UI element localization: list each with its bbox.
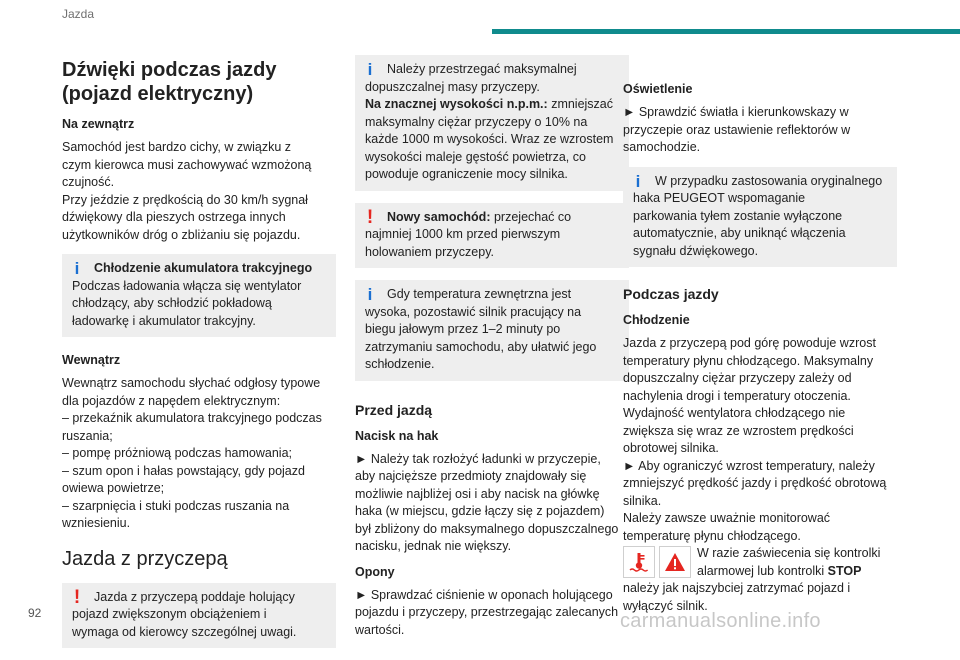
header-accent-bar [492,29,960,34]
info-icon: i [367,285,373,304]
while-driving-heading: Podczas jazdy [623,286,719,302]
warning-icon: ! [366,206,374,228]
inside-paragraph: Wewnątrz samochodu słychać odgłosy typowe dla pojazdów z napędem elektrycznym: – przekaźnik akumulatora trakcyjnego podczas ruszania; – pompę próżniową podczas hamowania; – szum opon i hałas powstający, gdy pojazd owiewa powietrze; – szarpnięcia i stuki podczas ruszania na wzniesieniu. [62,376,322,530]
tyres-paragraph: ► Sprawdzać ciśnienie w oponach holującego pojazdu i przyczepy, przestrzegając zalecanych wartości. [355,587,619,637]
stop-label: STOP [827,563,862,578]
column-3 [623,80,897,615]
section-title-sounds [62,58,336,106]
before-driving-heading: Przed jazdą [355,401,433,418]
cooling-heading: Chłodzenie [623,313,690,327]
info-box-battery-cooling: i Chłodzenie akumulatora trakcyjnego Podczas ładowania włącza się wentylator chłodzący, aby schłodzić pokładową ładowarkę i akumulator trakcyjny. [62,254,336,337]
alert-triangle-icon [659,546,691,578]
info-box-high-temperature: i Gdy temperatura zewnętrzna jest wysoka, pozostawić silnik pracujący na biegu jałowym przez 1–2 minuty po zatrzymaniu samochodu, aby ułatwić jego schłodzenie. [355,280,629,381]
running-header: Jazda [62,7,95,21]
lighting-paragraph: ► Sprawdzić światła i kierunkowskazy w przyczepie oraz ustawienie reflektorów w samochodzie. [623,105,851,154]
warning-box-towing: ! Jazda z przyczepą poddaje holujący pojazd zwiększonym obciążeniem i wymaga od kierowcy szczególnej uwagi. [62,583,336,649]
warning-box-new-car: ! Nowy samochód: przejechać co najmniej 1000 km przed pierwszym holowaniem przyczepy. [355,203,629,269]
title-line-2: (pojazd elektryczny) [62,83,254,105]
coolant-temperature-warning-icon [623,546,655,578]
hitch-load-paragraph: ► Należy tak rozłożyć ładunki w przyczepie, aby najcięższe przedmioty znajdowały się możliwie najbliżej osi i aby nacisk na główkę haka (w miejscu, gdzie łączy się z pojazdem) był zbliżony do maksymalnego dopuszczalnego nacisku, jednak nie większy. [355,451,619,553]
new-car-label: Nowy samochód: [387,209,491,224]
column-2 [355,55,629,639]
tyres-heading: Opony [355,564,395,579]
outside-paragraph: Samochód jest bardzo cichy, w związku z czym kierowca musi zachowywać wzmożoną czujność. Przy jeździe z prędkością do 30 km/h sygnał dźwiękowy dla pieszych ostrzega innych użytkowników dróg o zbliżaniu się pojazdu. [62,140,312,242]
info-box-title: Chłodzenie akumulatora trakcyjnego [94,261,313,275]
title-line-1: Dźwięki podczas jazdy [62,59,277,81]
page-number: 92 [28,606,42,620]
hitch-load-heading: Nacisk na hak [355,428,439,443]
info-box-trailer-weight: i Należy przestrzegać maksymalnej dopuszczalnej masy przyczepy. Na znacznej wysokości n.p.m.: zmniejszać maksymalny ciężar przyczepy o 10% na każde 1000 m wysokości. Wraz ze wzrostem wysokości maleje gęstość powietrza, co powoduje ograniczenie mocy silnika. [355,55,629,191]
cooling-paragraph: Jazda z przyczepą pod górę powoduje wzrost temperatury płynu chłodzącego. Maksymalny dopuszczalny ciężar przyczepy zależy od nachylenia drogi i temperatury otoczenia. Wydajność wentylatora chłodzącego nie zwiększa się wraz ze wzrostem prędkości obrotowej silnika. ► Aby ograniczyć wzrost temperatury, należy zmniejszyć prędkość jazdy i prędkość obrotową silnika. Należy zawsze uważnie monitorować temperaturę płynu chłodzącego. [623,336,887,543]
indicator-icons [623,546,691,578]
inside-heading: Wewnątrz [62,353,121,367]
column-1 [62,55,336,660]
info-box-peugeot-hitch: i W przypadku zastosowania oryginalnego haka PEUGEOT wspomaganie parkowania tyłem zostanie wyłączone automatycznie, aby uniknąć włączenia sygnału dźwiękowego. [623,167,897,268]
warning-lamp-paragraph: W razie zaświecenia się kontrolki alarmowej lub kontrolki STOP należy jak najszybciej zatrzymać pojazd i wyłączyć silnik. [623,546,881,613]
info-icon: i [635,171,641,191]
outside-heading: Na zewnątrz [62,117,135,131]
altitude-label: Na znacznej wysokości n.p.m.: [365,97,548,111]
lighting-heading: Oświetlenie [623,82,693,96]
warning-icon: ! [73,586,81,608]
info-icon: i [74,259,80,278]
info-icon: i [367,60,373,79]
watermark: carmanualsonline.info [620,610,821,632]
section-title-towing: Jazda z przyczepą [62,547,228,570]
